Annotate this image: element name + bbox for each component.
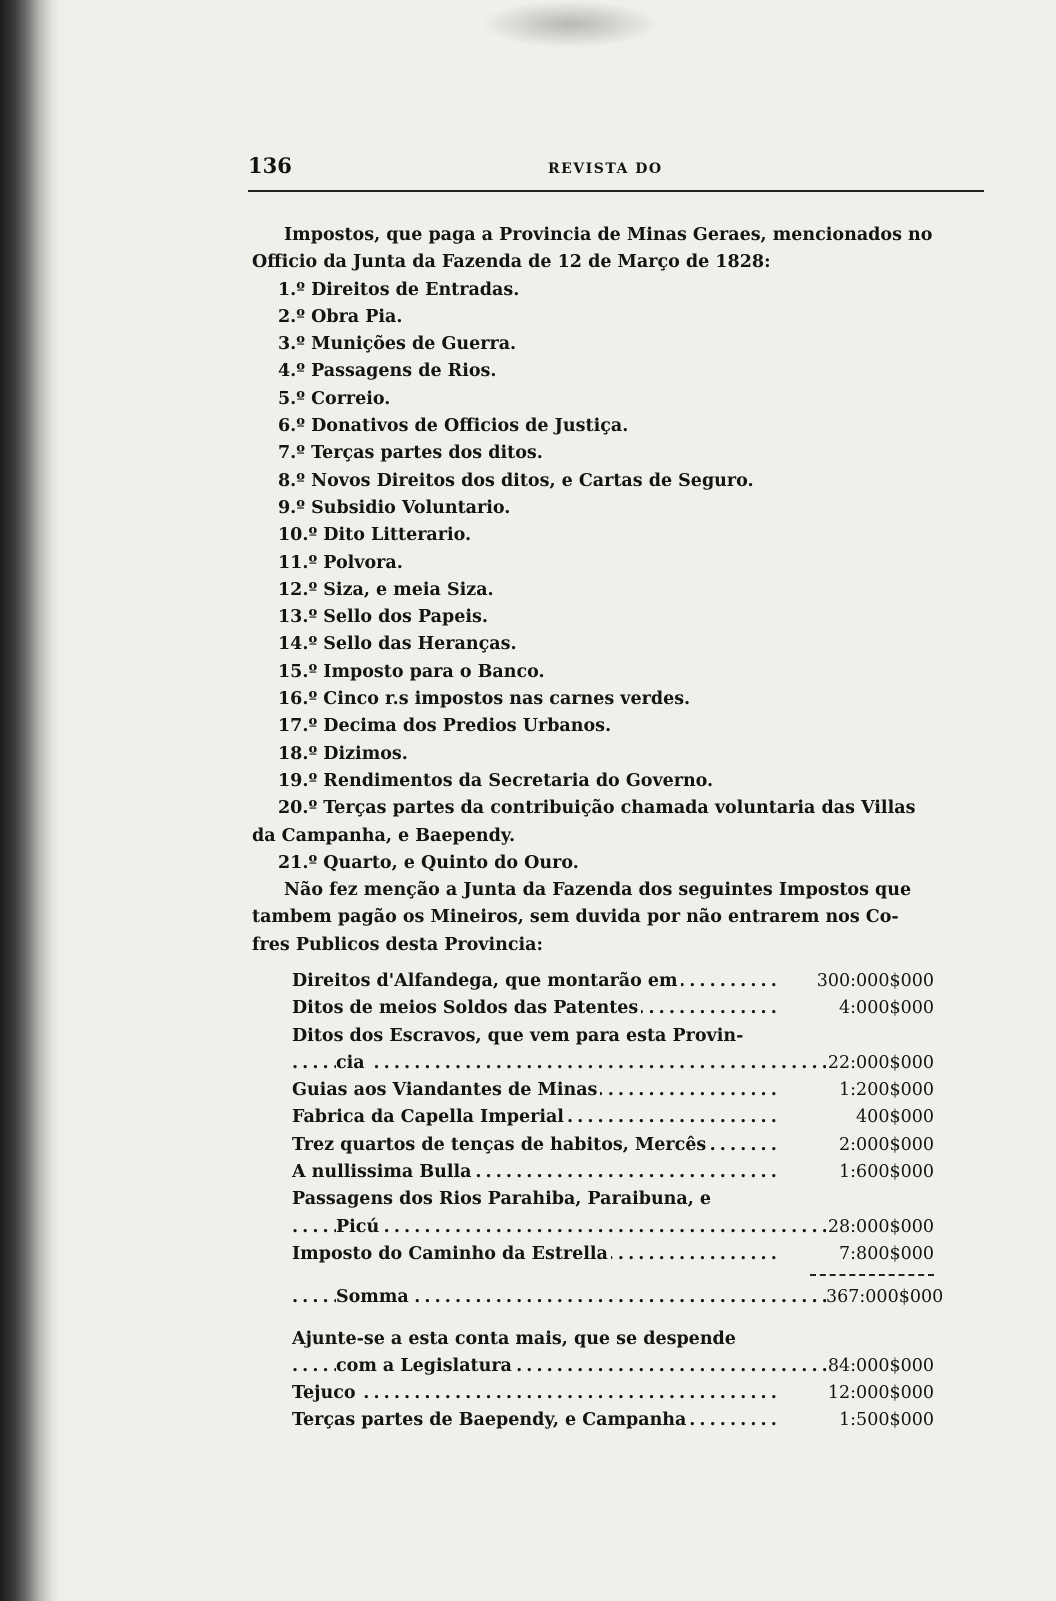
ledger-label: Direitos d'Alfandega, que montarão em xyxy=(292,971,681,991)
omitted-para-line-3: fres Publicos desta Provincia: xyxy=(252,934,543,955)
ledger-row xyxy=(292,1077,942,1104)
body-text xyxy=(252,222,992,959)
ledger-amount: 1:600$000 xyxy=(839,1162,934,1183)
header-rule xyxy=(248,190,984,192)
list-item: 1.º Direitos de Entradas. xyxy=(278,279,520,300)
ledger-label: Trez quartos de tenças de habitos, Mercês xyxy=(292,1135,709,1155)
ledger-amount: 7:800$000 xyxy=(839,1243,934,1264)
list-item-20-line-2: da Campanha, e Baependy. xyxy=(252,825,516,846)
page-number: 136 xyxy=(248,153,292,178)
list-item: 12.º Siza, e meia Siza. xyxy=(278,579,494,600)
ledger-amount: 28:000$000 xyxy=(827,1216,934,1237)
ledger-row xyxy=(292,1104,942,1131)
ledger-row xyxy=(292,1353,942,1380)
list-item: 14.º Sello das Heranças. xyxy=(278,634,517,655)
ledger-row xyxy=(292,1132,942,1159)
page-header xyxy=(248,153,984,193)
spacer xyxy=(292,1312,942,1326)
list-item: 8.º Novos Direitos dos ditos, e Cartas de Seguro. xyxy=(278,470,754,491)
ledger-amount: 300:000$000 xyxy=(816,971,934,991)
list-item: 10.º Dito Litterario. xyxy=(278,525,472,546)
ledger-total-row xyxy=(292,1284,942,1311)
intro-line-2: Officio da Junta da Fazenda de 12 de Março de 1828: xyxy=(252,252,771,273)
ledger-label: Picú xyxy=(336,1217,382,1237)
ledger-label: Terças partes de Baependy, e Campanha xyxy=(292,1410,689,1430)
ledger-label: Imposto do Caminho da Estrella xyxy=(292,1244,611,1264)
ledger-row xyxy=(292,1241,942,1268)
list-item: 3.º Munições de Guerra. xyxy=(278,334,517,355)
ledger-label-first-line: Passagens dos Rios Parahiba, Paraibuna, e xyxy=(292,1189,712,1210)
ledger-amount: 84:000$000 xyxy=(827,1355,934,1376)
list-item: 17.º Decima dos Predios Urbanos. xyxy=(278,716,612,737)
sum-rule xyxy=(810,1274,934,1276)
ledger-row xyxy=(292,1214,942,1241)
ledger-row xyxy=(292,968,942,995)
ledger-amount: 12:000$000 xyxy=(827,1383,934,1404)
ledger-amount: 2:000$000 xyxy=(839,1134,934,1155)
ledger-amount: 4:000$000 xyxy=(839,998,934,1019)
ledger-additional-first-line: Ajunte-se a esta conta mais, que se despende xyxy=(292,1328,736,1349)
ledger-row xyxy=(292,1380,942,1407)
ledger-label: A nullissima Bulla xyxy=(292,1162,475,1182)
omitted-para-line-1: Não fez menção a Junta da Fazenda dos seguintes Impostos que xyxy=(284,880,912,901)
ledger-amount: 1:200$000 xyxy=(839,1080,934,1101)
list-item: 18.º Dizimos. xyxy=(278,743,408,764)
ledger-label: Guias aos Viandantes de Minas xyxy=(292,1080,600,1100)
ledger-row xyxy=(292,1159,942,1186)
ledger-total-amount: 367:000$000 xyxy=(826,1287,944,1308)
ledger-label: Ditos de meios Soldos das Patentes xyxy=(292,998,641,1018)
ledger-amount: 400$000 xyxy=(856,1107,934,1128)
list-item: 16.º Cinco r.s impostos nas carnes verdes. xyxy=(278,689,691,710)
ledger-amount: 22:000$000 xyxy=(827,1052,934,1073)
ledger-row xyxy=(292,1407,942,1434)
ledger-amount: 1:500$000 xyxy=(839,1410,934,1431)
ledger-label: Tejuco xyxy=(292,1383,359,1403)
list-item: 6.º Donativos de Officios de Justiça. xyxy=(278,416,629,437)
list-item: 13.º Sello dos Papeis. xyxy=(278,607,488,628)
list-item: 15.º Imposto para o Banco. xyxy=(278,661,545,682)
ledger-row xyxy=(292,995,942,1022)
list-item-21: 21.º Quarto, e Quinto do Ouro. xyxy=(278,852,579,873)
list-item: 2.º Obra Pia. xyxy=(278,306,403,327)
ledger-total-label: Somma xyxy=(336,1287,412,1307)
list-item-20-line-1: 20.º Terças partes da contribuição chamada voluntaria das Villas xyxy=(278,798,916,819)
ledger-table xyxy=(292,968,942,1435)
ledger-label: cia xyxy=(336,1053,368,1073)
list-item: 9.º Subsidio Voluntario. xyxy=(278,497,511,518)
list-item: 5.º Correio. xyxy=(278,388,391,409)
omitted-para-line-2: tambem pagão os Mineiros, sem duvida por não entrarem nos Co- xyxy=(252,907,899,928)
list-item: 11.º Polvora. xyxy=(278,552,403,573)
tax-list xyxy=(252,277,992,878)
running-head: REVISTA DO xyxy=(548,161,663,177)
ledger-label: com a Legislatura xyxy=(336,1356,515,1376)
ledger-row xyxy=(292,1050,942,1077)
intro-line-1: Impostos, que paga a Provincia de Minas Geraes, mencionados no xyxy=(284,225,933,245)
list-item: 4.º Passagens de Rios. xyxy=(278,361,497,382)
ledger-label-first-line: Ditos dos Escravos, que vem para esta Provin- xyxy=(292,1025,744,1046)
ledger-label: Fabrica da Capella Imperial xyxy=(292,1107,567,1127)
list-item: 7.º Terças partes dos ditos. xyxy=(278,443,543,464)
list-item: 19.º Rendimentos da Secretaria do Governo. xyxy=(278,770,714,791)
